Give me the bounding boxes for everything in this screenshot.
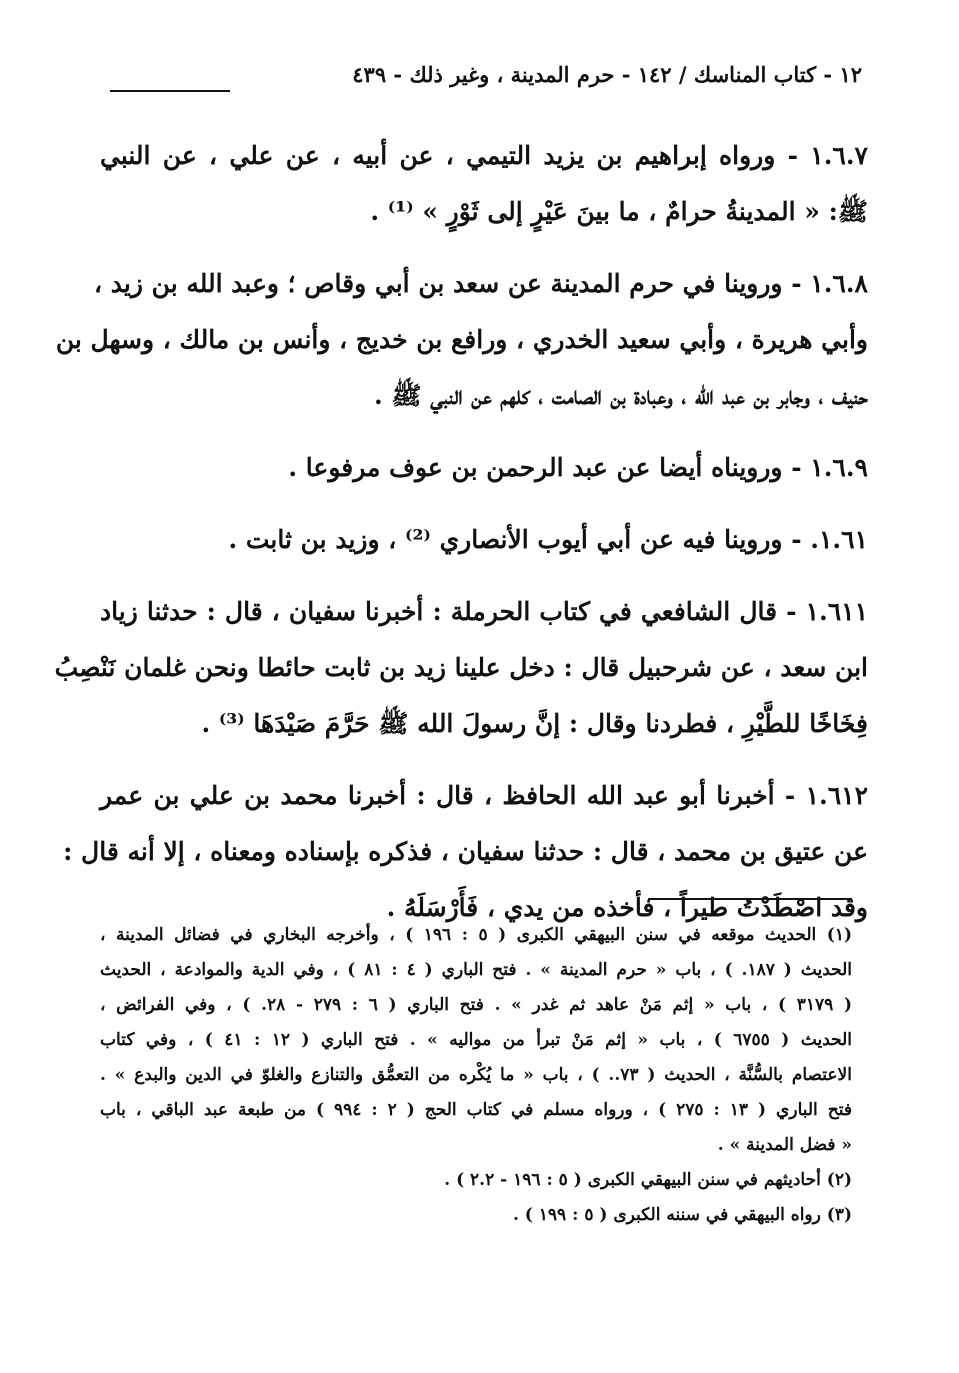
- footnote-3: [100, 1198, 852, 1233]
- paragraph-1068: [55, 256, 868, 424]
- text-line: ١.٦.٧ - ورواه إبراهيم بن يزيد التيمي ، عن أبيه ، عن علي ، عن النبي: [100, 141, 868, 170]
- footnote-line: الحديث ( ١٨٧. ) ، باب « حرم المدينة » . فتح الباري ( ٤ : ٨١ ) ، وفي الدية والموادعة ، الحديث: [100, 960, 852, 980]
- footnote-line: الاعتصام بالسُّنَّة ، الحديث ( ٧٣.. ) ، باب « ما يُكْره من التعمُّق والتنازع والغلوّ في الدين والبدع » .: [100, 1065, 852, 1085]
- text-line: فِخَاخًا للطَّيْرِ ، فطردنا وقال : إنَّ رسولَ الله ﷺ حَرَّمَ صَيْدَهَا ⁽³⁾ .: [201, 709, 868, 738]
- text-line: ابن سعد ، عن شرحبيل قال : دخل علينا زيد بن ثابت حائطا ونحن غلمان نَنْصِبُ: [54, 653, 868, 682]
- text-line: ١.٦.٨ - وروينا في حرم المدينة عن سعد بن أبي وقاص ؛ وعبد الله بن زيد ،: [94, 269, 868, 298]
- text-line: ١.٦١. - وروينا فيه عن أبي أيوب الأنصاري ⁽²⁾ ، وزيد بن ثابت .: [228, 525, 868, 554]
- text-line: ١.٦.٩ - ورويناه أيضا عن عبد الرحمن بن عوف مرفوعا .: [288, 453, 868, 482]
- footnote-line: ( ٣١٧٩ ) ، باب « إثم مَنْ عاهد ثم غدر » . فتح الباري ( ٦ : ٢٧٩ - ٢٨. ) ، وفي الفرائض ،: [100, 995, 852, 1015]
- footnote-line: الحديث ( ٦٧٥٥ ) ، باب « إثم مَنْ تبرأ من مواليه » . فتح الباري ( ١٢ : ٤١ ) ، وفي كتاب: [100, 1030, 852, 1050]
- main-text: [54, 128, 868, 952]
- footnote-line: فتح الباري ( ١٣ : ٢٧٥ ) ، ورواه مسلم في كتاب الحج ( ٢ : ٩٩٤ ) من طبعة عبد الباقي ، باب: [100, 1100, 852, 1120]
- footnote-separator: [648, 898, 852, 900]
- paragraph-1069: [100, 440, 868, 496]
- paragraph-1610: [100, 512, 868, 568]
- text-line: ١.٦١٢ - أخبرنا أبو عبد الله الحافظ ، قال : أخبرنا محمد بن علي بن عمر: [100, 781, 868, 810]
- text-line: ﷺ: « المدينةُ حرامٌ ، ما بينَ عَيْرٍ إلى ثَوْرٍ » ⁽¹⁾ .: [370, 197, 868, 226]
- header-rule: [110, 90, 230, 92]
- paragraph-1611: [54, 584, 868, 752]
- paragraph-1067: [100, 128, 868, 240]
- footnote-line: (١) الحديث موقعه في سنن البيهقي الكبرى ( ٥ : ١٩٦ ) ، وأخرجه البخاري في فضائل المدينة ،: [100, 925, 852, 945]
- footnote-line: (٢) أحاديثهم في سنن البيهقي الكبرى ( ٥ : ١٩٦ - ٢.٢ ) .: [444, 1170, 852, 1190]
- footnote-1: [100, 918, 852, 1163]
- text-line: وقد اصْطَدْتُ طيراً ، فأخذه من يدي ، فَأَرْسَلَهُ .: [386, 893, 868, 922]
- text-line: ١.٦١١ - قال الشافعي في كتاب الحرملة : أخبرنا سفيان ، قال : حدثنا زياد: [100, 597, 868, 626]
- text-line: عن عتيق بن محمد ، قال : حدثنا سفيان ، فذكره بإسناده ومعناه ، إلا أنه قال :: [63, 837, 868, 866]
- running-header-text: ١٢ - كتاب المناسك / ١٤٢ - حرم المدينة ، وغير ذلك - ٤٣٩: [352, 62, 862, 87]
- footnotes: [100, 918, 852, 1233]
- footnote-line: (٣) رواه البيهقي في سننه الكبرى ( ٥ : ١٩٩ ) .: [512, 1205, 852, 1225]
- running-header: [110, 62, 862, 98]
- footnote-line: « فضل المدينة » .: [717, 1135, 852, 1155]
- text-line: حنيف ، وجابر بن عبد الله ، وعبادة بن الصامت ، كلهم عن النبي ﷺ .: [374, 381, 868, 410]
- paragraph-1612: [63, 768, 868, 936]
- footnote-2: [100, 1163, 852, 1198]
- text-line: وأبي هريرة ، وأبي سعيد الخدري ، ورافع بن خديج ، وأنس بن مالك ، وسهل بن: [55, 325, 868, 354]
